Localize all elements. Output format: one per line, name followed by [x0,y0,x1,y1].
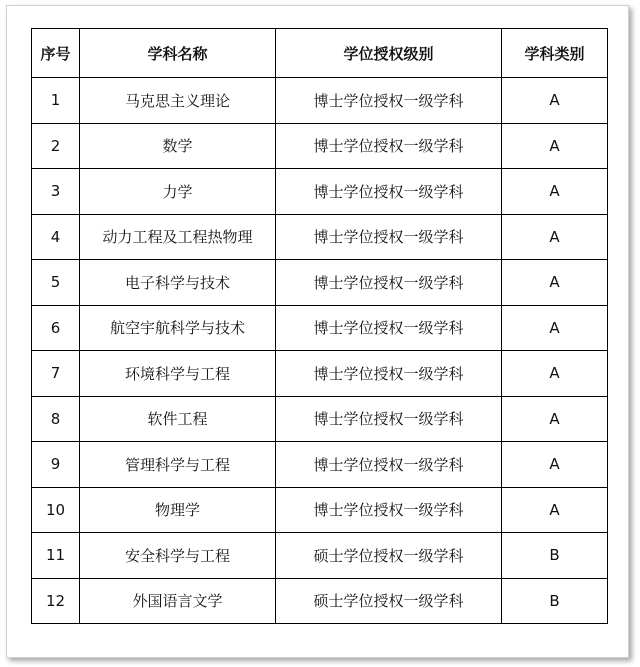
cell-type: B [502,578,608,624]
cell-type: A [502,260,608,306]
cell-no: 12 [32,578,80,624]
cell-no: 3 [32,169,80,215]
cell-type: B [502,533,608,579]
table-row [32,305,608,351]
cell-level: 博士学位授权一级学科 [276,487,502,533]
cell-level: 博士学位授权一级学科 [276,396,502,442]
cell-name: 软件工程 [80,396,276,442]
cell-type: A [502,305,608,351]
cell-name: 安全科学与工程 [80,533,276,579]
table-row [32,214,608,260]
table-row [32,78,608,124]
cell-type: A [502,442,608,488]
cell-name: 力学 [80,169,276,215]
cell-no: 8 [32,396,80,442]
cell-level: 博士学位授权一级学科 [276,214,502,260]
cell-type: A [502,169,608,215]
cell-name: 马克思主义理论 [80,78,276,124]
cell-type: A [502,487,608,533]
header-name: 学科名称 [80,29,276,78]
table-header-row [32,29,608,78]
table-row [32,169,608,215]
cell-level: 博士学位授权一级学科 [276,123,502,169]
cell-name: 管理科学与工程 [80,442,276,488]
cell-no: 9 [32,442,80,488]
cell-type: A [502,78,608,124]
cell-name: 动力工程及工程热物理 [80,214,276,260]
table-row [32,396,608,442]
cell-level: 博士学位授权一级学科 [276,351,502,397]
cell-no: 4 [32,214,80,260]
table-row [32,487,608,533]
cell-level: 硕士学位授权一级学科 [276,533,502,579]
subject-table [31,28,608,624]
header-no: 序号 [32,29,80,78]
cell-no: 6 [32,305,80,351]
table-row [32,351,608,397]
cell-no: 11 [32,533,80,579]
cell-type: A [502,351,608,397]
cell-name: 电子科学与技术 [80,260,276,306]
cell-level: 博士学位授权一级学科 [276,78,502,124]
cell-no: 5 [32,260,80,306]
document-frame [6,5,629,658]
cell-level: 博士学位授权一级学科 [276,260,502,306]
cell-no: 1 [32,78,80,124]
table-row [32,442,608,488]
cell-name: 外国语言文学 [80,578,276,624]
header-type: 学科类别 [502,29,608,78]
cell-level: 博士学位授权一级学科 [276,305,502,351]
cell-type: A [502,214,608,260]
table-row [32,123,608,169]
cell-level: 硕士学位授权一级学科 [276,578,502,624]
table-row [32,578,608,624]
cell-no: 7 [32,351,80,397]
cell-name: 物理学 [80,487,276,533]
cell-level: 博士学位授权一级学科 [276,169,502,215]
table-row [32,260,608,306]
cell-level: 博士学位授权一级学科 [276,442,502,488]
cell-no: 10 [32,487,80,533]
cell-name: 环境科学与工程 [80,351,276,397]
cell-type: A [502,123,608,169]
table-row [32,533,608,579]
cell-name: 数学 [80,123,276,169]
header-level: 学位授权级别 [276,29,502,78]
cell-name: 航空宇航科学与技术 [80,305,276,351]
cell-type: A [502,396,608,442]
cell-no: 2 [32,123,80,169]
